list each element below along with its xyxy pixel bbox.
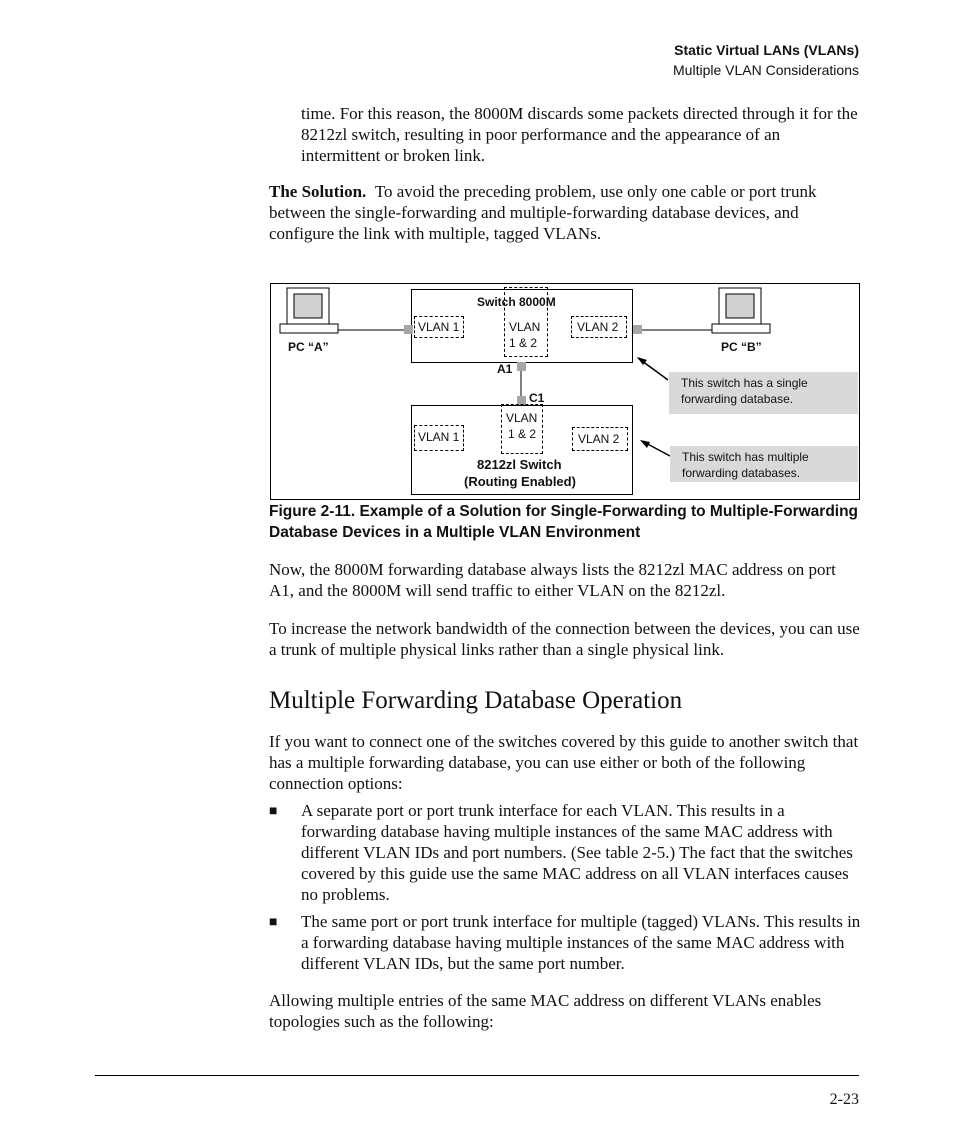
top-vlan1-label: VLAN 1 bbox=[418, 320, 460, 334]
bullet-text: A separate port or port trunk interface for each VLAN. This results in a forwarding database having multiple instances of the same MAC address with different VLAN IDs and port numbers. (See table 2-5.) The fact that the switches covered by this guide use the same MAC address on all VLAN interfaces causes no problems. bbox=[301, 801, 853, 904]
bullet-text: The same port or port trunk interface for multiple (tagged) VLANs. This results in a forwarding database having multiple instances of the same MAC address with different VLAN IDs, but the same port number. bbox=[301, 912, 861, 973]
switch-8000m-title: Switch 8000M bbox=[477, 295, 556, 309]
paragraph-solution bbox=[269, 181, 861, 244]
note-single-database: This switch has a single forwarding database. bbox=[669, 372, 858, 414]
port-c1-label: C1 bbox=[529, 391, 545, 405]
port-a1 bbox=[517, 362, 526, 371]
top-vlan12-line2: 1 & 2 bbox=[509, 336, 538, 350]
running-header bbox=[673, 40, 859, 80]
pc-b-label: PC “B” bbox=[721, 340, 762, 354]
bot-vlan12-line2: 1 & 2 bbox=[508, 427, 537, 441]
bot-vlan2-label: VLAN 2 bbox=[578, 432, 620, 446]
bot-vlan1-label: VLAN 1 bbox=[418, 430, 460, 444]
pc-b-icon bbox=[712, 288, 770, 333]
port-pc-a bbox=[404, 325, 413, 334]
paragraph-now: Now, the 8000M forwarding database always lists the 8212zl MAC address on port A1, and the 8000M will send traffic to either VLAN on the 8212zl. bbox=[269, 560, 836, 600]
paragraph-allowing: Allowing multiple entries of the same MAC address on different VLANs enables topologies such as the following: bbox=[269, 991, 822, 1031]
solution-lead: The Solution. bbox=[269, 182, 367, 201]
paragraph-increase: To increase the network bandwidth of the connection between the devices, you can use a trunk of multiple physical links rather than a single physical link. bbox=[269, 619, 860, 659]
top-vlan2-label: VLAN 2 bbox=[577, 320, 619, 334]
section-title: Multiple VLAN Considerations bbox=[673, 62, 859, 78]
page-number: 2-23 bbox=[829, 1091, 859, 1108]
port-a1-label: A1 bbox=[497, 362, 513, 376]
note-multiple-databases: This switch has multiple forwarding databases. bbox=[670, 446, 858, 482]
list-item bbox=[269, 800, 861, 905]
port-pc-b bbox=[633, 325, 642, 334]
solution-text: To avoid the preceding problem, use only one cable or port trunk between the single-forwarding and multiple-forwarding database devices, and configure the link with multiple, tagged VLANs. bbox=[269, 182, 817, 243]
paragraph-continuation: time. For this reason, the 8000M discards some packets directed through it for the 8212zl switch, resulting in poor performance and the appearance of an intermittent or broken link. bbox=[301, 104, 858, 165]
bot-vlan12-line1: VLAN bbox=[506, 411, 538, 425]
switch-8212zl-title: 8212zl Switch bbox=[477, 457, 562, 472]
bullet-marker: ■ bbox=[269, 804, 278, 819]
switch-8212zl-subtitle: (Routing Enabled) bbox=[464, 474, 576, 489]
footer-rule bbox=[95, 1075, 859, 1076]
chapter-title: Static Virtual LANs (VLANs) bbox=[674, 42, 859, 58]
top-vlan12-line1: VLAN bbox=[509, 320, 541, 334]
pc-a-label: PC “A” bbox=[288, 340, 329, 354]
bullet-marker: ■ bbox=[269, 915, 278, 930]
network-diagram bbox=[270, 283, 860, 500]
figure-caption: Figure 2-11. Example of a Solution for Single-Forwarding to Multiple-Forwarding Database Devices in a Multiple VLAN Environment bbox=[269, 503, 859, 541]
list-item bbox=[269, 911, 861, 974]
section-heading: Multiple Forwarding Database Operation bbox=[269, 687, 683, 714]
pc-a-icon bbox=[280, 288, 338, 333]
paragraph-intro: If you want to connect one of the switches covered by this guide to another switch that has a multiple forwarding database, you can use either or both of the following connection options: bbox=[269, 732, 859, 793]
